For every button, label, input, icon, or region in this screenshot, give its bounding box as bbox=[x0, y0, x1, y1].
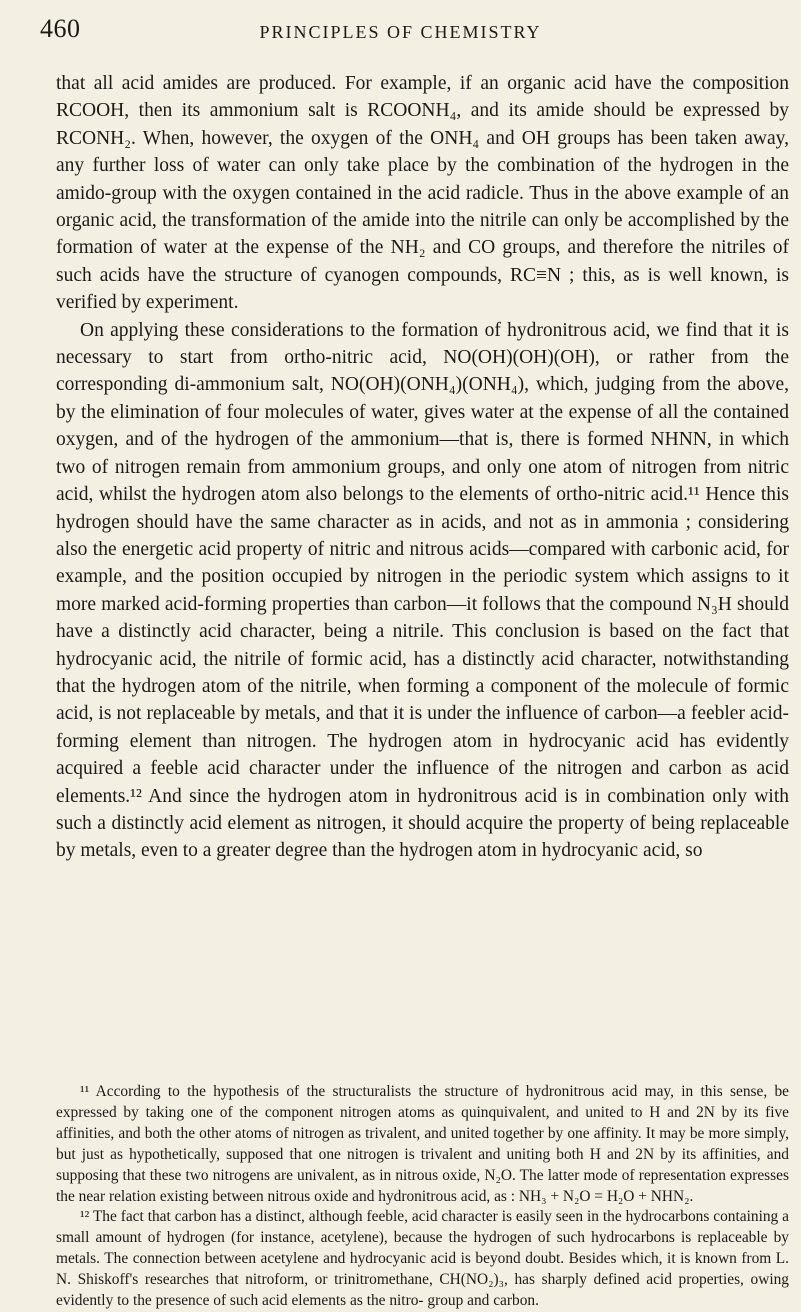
footnote-12: ¹² The fact that carbon has a distinct, although feeble, acid character is easily seen in the hydrocarbons containing a small amount of hydrogen (for instance, acetylene), because the hydrogen of such hydrocarbons is replaceable by metals. The connection between acetylene and hydrocyanic acid is beyond doubt. Besides which, it is known from L. N. Shiskoff's researches that nitroform, or trinitromethane, CH(NO₂)₃, has sharply defined acid properties, owing evidently to the presence of such acid elements as the nitro- group and carbon. bbox=[56, 1208, 789, 1310]
page-number: 460 bbox=[40, 14, 81, 43]
footnote-11: ¹¹ According to the hypothesis of the structuralists the structure of hydronitrous acid may, in this sense, be expressed by taking one of the component nitrogen atoms as quinquivalent, and united to H and 2N by its five affinities, and both the other atoms of nitrogen as trivalent, and united together by one affinity. It may be more simply, but just as hypothetically, supposed that one nitrogen is trivalent and uniting both H and 2N by its affinities, and supposing that these two nitrogens are univalent, as in nitrous oxide, N₂O. The latter mode of representation expresses the near relation existing between nitrous oxide and hydronitrous acid, as : NH₃ + N₂O = H₂O + NHN₂. bbox=[56, 1083, 789, 1205]
page-header bbox=[40, 14, 761, 44]
main-text bbox=[56, 70, 789, 865]
footnotes bbox=[56, 1082, 789, 1312]
paragraph-2: On applying these considerations to the formation of hydronitrous acid, we find that it is necessary to start from ortho-nitric acid, NO(OH)(OH)(OH), or rather from the corresponding di-ammonium salt, NO(OH)(ONH₄)(ONH₄), which, judging from the above, by the elimination of four molecules of water, gives water at the expense of all the contained oxygen, and of the hydrogen of the ammonium—that is, there is formed NHNN, in which two of nitrogen remain from ammonium groups, and only one atom of nitrogen from nitric acid, whilst the hydrogen atom also belongs to the elements of ortho-nitric acid.¹¹ Hence this hydrogen should have the same character as in acids, and not as in ammonia ; considering also the energetic acid property of nitric and nitrous acids—compared with carbonic acid, for example, and the position occupied by nitrogen in the periodic system which assigns to it more marked acid-forming properties than carbon—it follows that the compound N₃H should have a distinctly acid character, being a nitrile. This conclusion is based on the fact that hydrocyanic acid, the nitrile of formic acid, has a distinctly acid character, notwithstanding that the hydrogen atom of the nitrile, when forming a component of the molecule of formic acid, is not replaceable by metals, and that it is under the influence of carbon—a feebler acid-forming element than nitrogen. The hydrogen atom in hydrocyanic acid has evidently acquired a feeble acid character under the influence of the nitrogen and carbon as acid elements.¹² And since the hydrogen atom in hydronitrous acid is in combination only with such a distinctly acid element as nitrogen, it should acquire the property of being replaceable by metals, even to a greater degree than the hydrogen atom in hydrocyanic acid, so bbox=[56, 319, 789, 862]
running-head: PRINCIPLES OF CHEMISTRY bbox=[259, 22, 542, 42]
paragraph-1: that all acid amides are produced. For example, if an organic acid have the composition RCOOH, then its ammonium salt is RCOONH₄, and its amide should be expressed by RCONH₂. When, however, the oxygen of the ONH₄ and OH groups has been taken away, any further loss of water can only take place by the combination of the hydrogen in the amido-group with the oxygen contained in the acid radicle. Thus in the above example of an organic acid, the transformation of the amide into the nitrile can only be accomplished by the formation of water at the expense of the NH₂ and CO groups, and therefore the nitriles of such acids have the structure of cyanogen compounds, RC≡N ; this, as is well known, is verified by experiment. bbox=[56, 73, 789, 314]
